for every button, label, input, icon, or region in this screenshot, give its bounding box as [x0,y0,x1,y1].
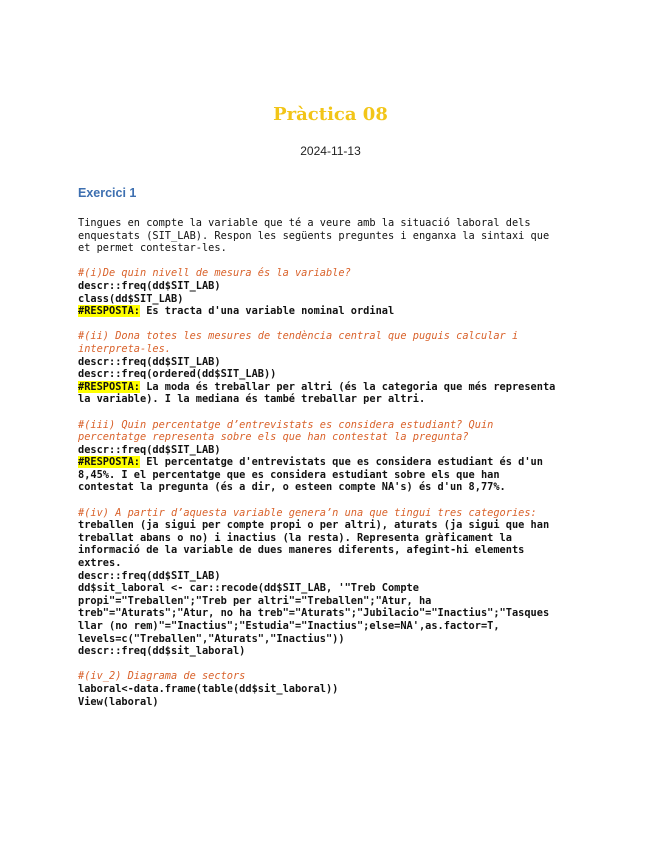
question-comment: percentatge representa sobre els que han contestat la pregunta? [78,431,469,444]
code-line: class(dd$SIT_LAB) [78,292,184,305]
code-line: descr::freq(dd$SIT_LAB) [78,569,221,582]
question-2 [78,330,583,406]
code-line: laboral<-data.frame(table(dd$sit_laboral)) [78,682,339,695]
section-heading: Exercici 1 [78,186,137,200]
code-line: descr::freq(dd$SIT_LAB) [78,279,221,292]
answer-text: Es tracta d'una variable nominal ordinal [140,305,395,318]
answer-text: La moda és treballar per altri (és la categoria que més representa [140,380,556,393]
code-line: treb"="Aturats";"Atur, no ha treb"="Aturats";"Jubilacio"="Inactius";"Tasques [78,607,550,620]
answer-text: contestat la pregunta (és a dir, o esteen compte NA's) és d'un 8,77%. [78,481,506,494]
intro-line: enquestats (SIT_LAB). Respon les següents preguntes i enganxa la sintaxi que [78,229,550,242]
intro-line: et permet contestar-les. [78,242,227,255]
answer-text: El percentatge d'entrevistats que es considera estudiant és d'un [140,456,543,469]
answer-text: 8,45%. I el percentatge que es considera estudiant sobre els que han [78,468,500,481]
code-line: propi"="Treballen";"Treb per altri"="Treballen";"Atur, ha [78,594,432,607]
question-comment: #(iv) A partir d’aquesta variable genera’n una que tingui tres categories: [78,506,537,519]
intro-paragraph [78,217,583,255]
answer-line [78,456,583,469]
question-text: treballen (ja sigui per compte propi o per altri), aturats (ja sigui que han [78,519,550,532]
answer-line [78,381,583,394]
question-1 [78,267,583,317]
question-comment: #(iii) Quin percentatge d’entrevistats es considera estudiant? Quin [78,418,494,431]
code-line: dd$sit_laboral <- car::recode(dd$SIT_LAB, '"Treb Compte [78,582,419,595]
question-comment: #(iv_2) Diagrama de sectors [78,670,246,683]
document-body [78,217,583,708]
answer-label: #RESPOSTA: [78,305,140,318]
code-line: View(laboral) [78,695,159,708]
question-text: treballat abans o no) i inactius (la resta). Representa gràficament la [78,531,512,544]
answer-text: la variable). I la mediana és també treballar per altri. [78,393,426,406]
document-date: 2024-11-13 [300,144,361,158]
question-text: extres. [78,557,122,570]
answer-line [78,305,583,318]
code-line: descr::freq(dd$sit_laboral) [78,645,246,658]
question-5 [78,670,583,708]
document-title: Pràctica 08 [273,104,388,125]
code-line: llar (no rem)"="Inactius";"Estudia"="Inactius";else=NA',as.factor=T, [78,620,500,632]
question-4 [78,507,583,658]
answer-label: #RESPOSTA: [78,456,140,469]
code-line: levels=c("Treballen","Aturats","Inactius")) [78,632,345,645]
question-3 [78,419,583,495]
code-line: descr::freq(ordered(dd$SIT_LAB)) [78,368,277,381]
question-text: informació de la variable de dues maneres diferents, afegint-hi elements [78,544,525,557]
question-comment: #(ii) Dona totes les mesures de tendència central que puguis calcular i [78,330,519,343]
question-comment: interpreta-les. [78,342,171,355]
code-line: descr::freq(dd$SIT_LAB) [78,443,221,456]
answer-label: #RESPOSTA: [78,380,140,393]
code-line: descr::freq(dd$SIT_LAB) [78,355,221,368]
intro-line: Tingues en compte la variable que té a veure amb la situació laboral dels [78,217,531,229]
question-comment: #(i)De quin nivell de mesura és la variable? [78,267,351,280]
